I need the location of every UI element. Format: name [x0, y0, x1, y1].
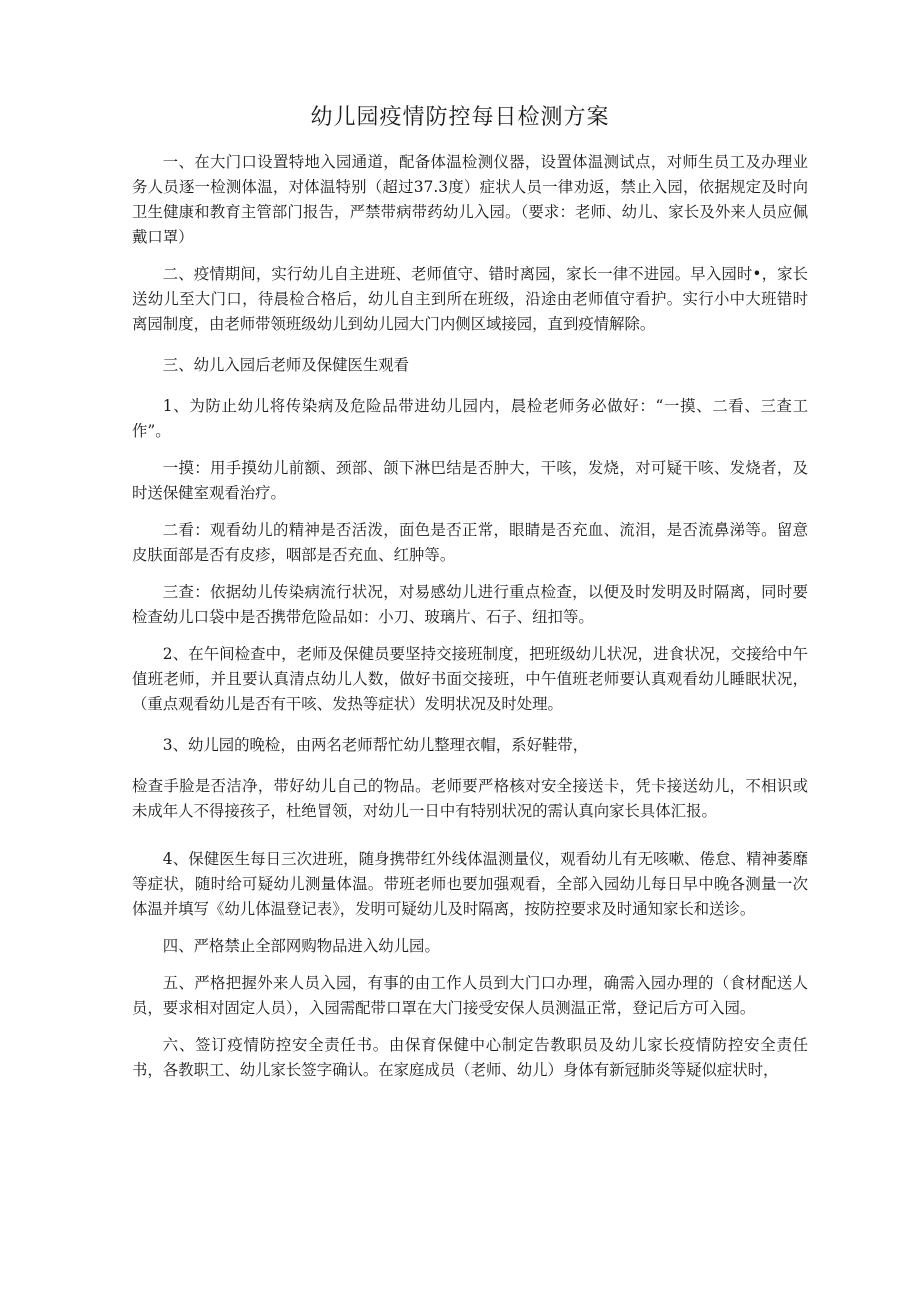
paragraph-inspect-check: 三查：依据幼儿传染病流行状况，对易感幼儿进行重点检查，以便及时发明及时隔离，同时要检查幼儿口袋中是否携带危险品如：小刀、玻璃片、石子、纽扣等。	[132, 583, 808, 626]
paragraph-doctor-rounds: 4、保健医生每日三次进班，随身携带红外线体温测量仪，观看幼儿有无咳嗽、倦怠、精神萎靡等症状，随时给可疑幼儿测量体温。带班老师也要加强观看，全部入园幼儿每日早中晚各测量一次体温并填写《幼儿体温登记表》，发明可疑幼儿及时隔离，按防控要求及时通知家长和送诊。	[132, 850, 808, 918]
paragraph-evening-check: 3、幼儿园的晚检，由两名老师帮忙幼儿整理衣帽，系好鞋带，	[162, 736, 589, 754]
paragraph-entrance-temperature-check: 一、在大门口设置特地入园通道，配备体温检测仪器，设置体温测试点，对师生员工及办理业务人员逐一检测体温，对体温特别（超过37.3度）症状人员一律劝返，禁止入园，依据规定及时向卫生健康和教育主管部门报告，严禁带病带药幼儿入园。（要求：老师、幼儿、家长及外来人员应佩戴口罩）	[132, 153, 808, 246]
document-body	[132, 150, 808, 1083]
paragraph-observation-heading: 三、幼儿入园后老师及保健医生观看	[162, 356, 410, 374]
paragraph-touch-check: 一摸：用手摸幼儿前额、颈部、颌下淋巴结是否肿大，干咳，发烧，对可疑干咳、发烧者，及时送保健室观看治疗。	[132, 459, 808, 502]
paragraph-responsibility-agreement: 六、签订疫情防控安全责任书。由保育保健中心制定告教职员及幼儿家长疫情防控安全责任书，各教职工、幼儿家长签字确认。在家庭成员（老师、幼儿）身体有新冠肺炎等疑似症状时，	[132, 1036, 808, 1079]
paragraph-evening-check-continued: 检查手脸是否洁净，带好幼儿自己的物品。老师要严格核对安全接送卡，凭卡接送幼儿，不相识或未成年人不得接孩子，杜绝冒领，对幼儿一日中有特别状况的需认真向家长具体汇报。	[132, 777, 808, 820]
document-title: 幼儿园疫情防控每日检测方案	[310, 105, 610, 130]
paragraph-visitor-control: 五、严格把握外来人员入园，有事的由工作人员到大门口办理，确需入园办理的（食材配送人员，要求相对固定人员），入园需配带口罩在大门接受安保人员测温正常，登记后方可入园。	[132, 974, 808, 1017]
paragraph-morning-check: 1、为防止幼儿将传染病及危险品带进幼儿园内，晨检老师务必做好：“一摸、二看、三查工作”。	[132, 397, 808, 440]
paragraph-noon-check: 2、在午间检查中，老师及保健员要坚持交接班制度，把班级幼儿状况，进食状况，交接给中午值班老师，并且要认真清点幼儿人数，做好书面交接班，中午值班老师要认真观看幼儿睡眠状况，（重点观看幼儿是否有干咳、发热等症状）发明状况及时处理。	[132, 645, 808, 713]
paragraph-look-check: 二看：观看幼儿的精神是否活泼，面色是否正常，眼睛是否充血、流泪，是否流鼻涕等。留意皮肤面部是否有皮疹，咽部是否充血、红肿等。	[132, 521, 808, 564]
paragraph-online-shopping-ban: 四、严格禁止全部网购物品进入幼儿园。	[162, 937, 440, 955]
paragraph-self-entry-policy: 二、疫情期间，实行幼儿自主进班、老师值守、错时离园，家长一律不进园。早入园时•，家长送幼儿至大门口，待晨检合格后，幼儿自主到所在班级，沿途由老师值守看护。实行小中大班错时离园制度，由老师带领班级幼儿到幼儿园大门内侧区域接园，直到疫情解除。	[132, 265, 808, 333]
